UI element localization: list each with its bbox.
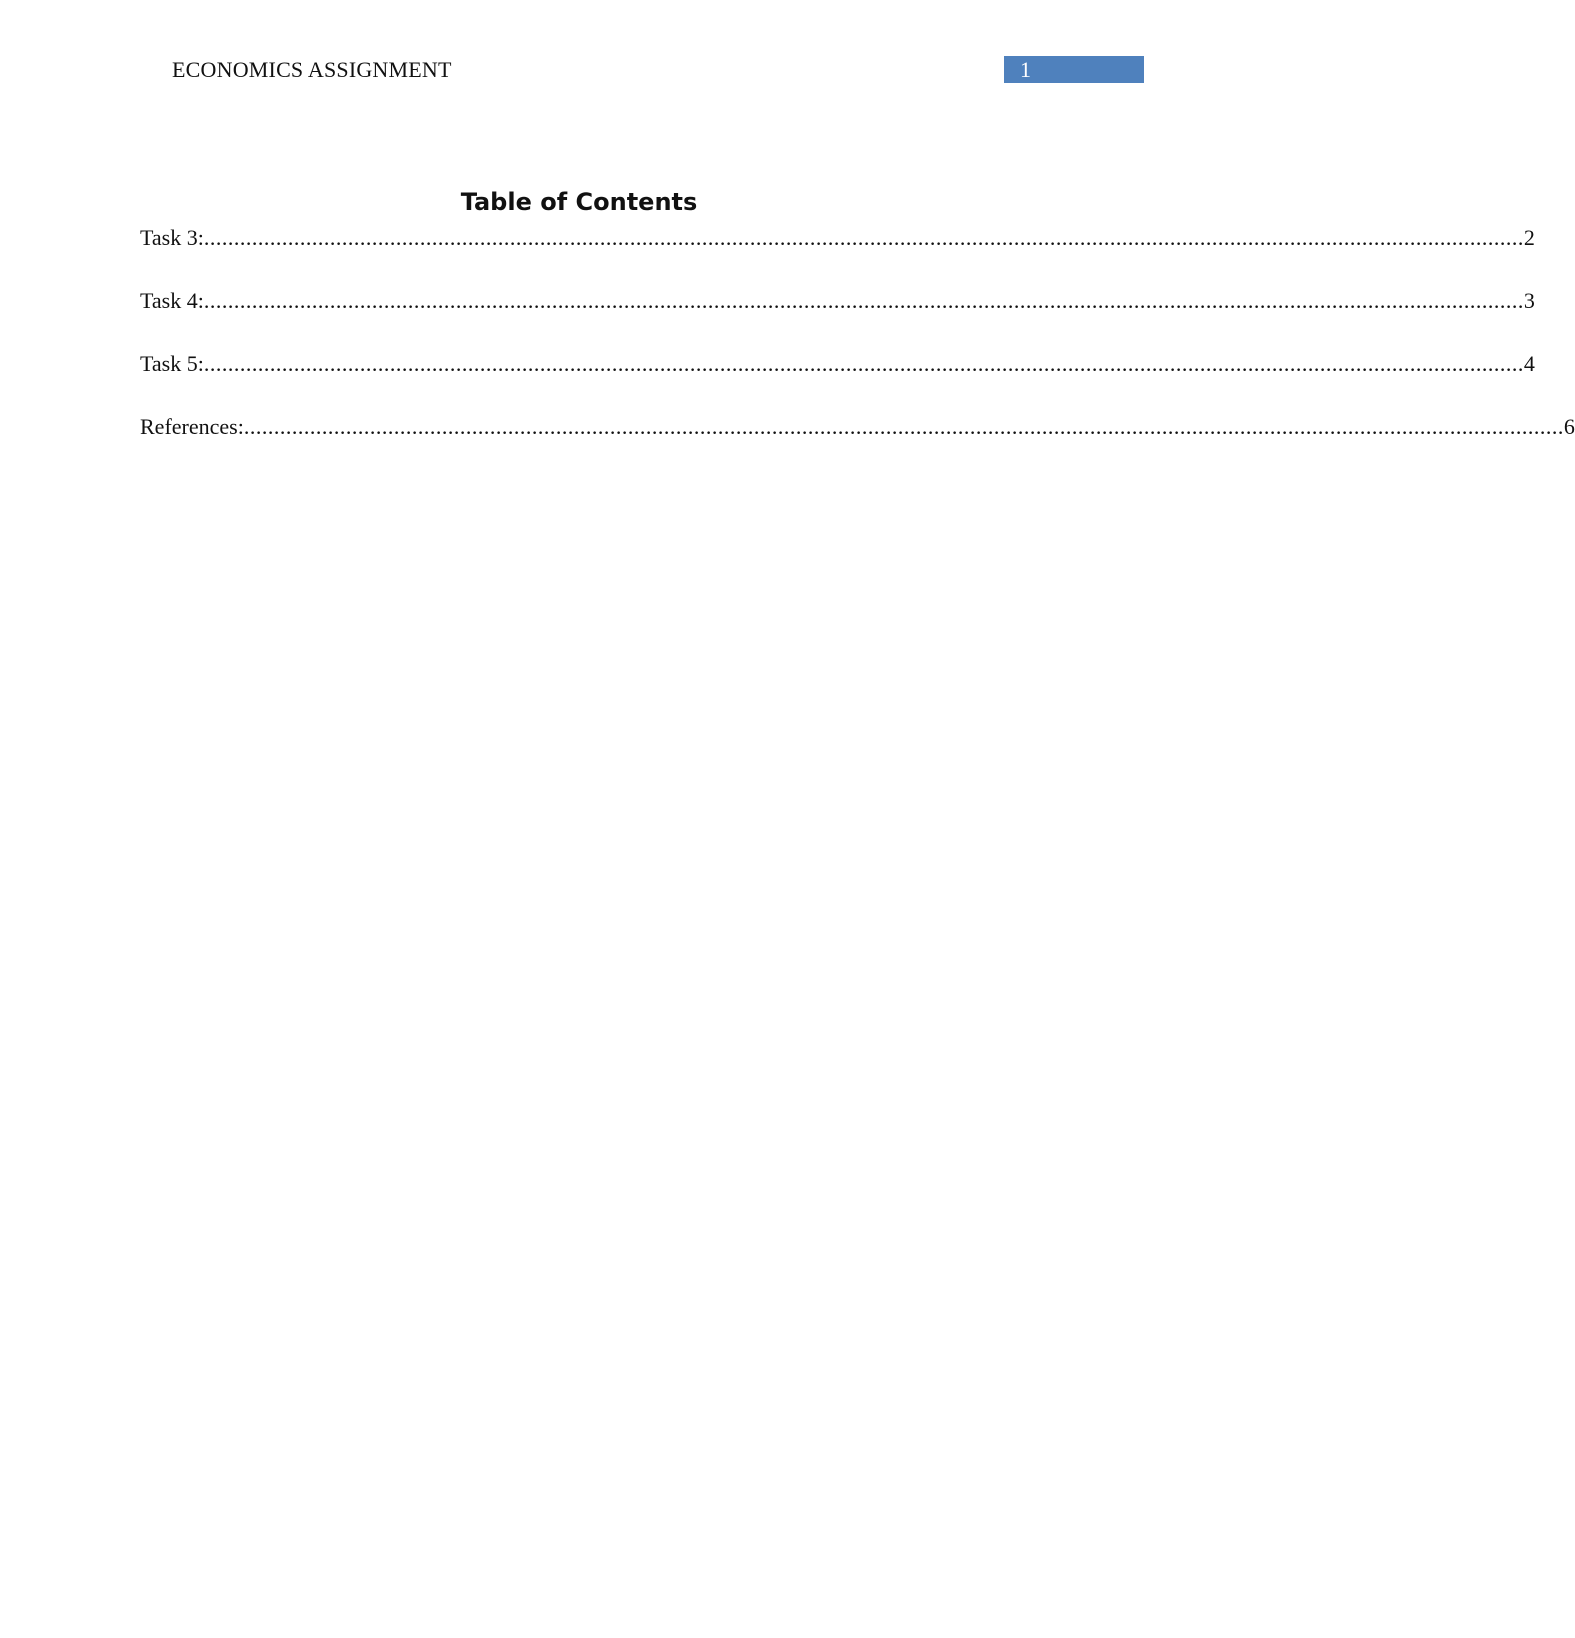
toc-dot-leader: ............................................................................................................................................................................................................................ [243,414,1564,439]
page-number-box [1004,56,1144,83]
toc-entry-label: Task 5: [140,351,204,376]
toc-entry-task-4[interactable] [140,287,1535,315]
toc-heading: Table of Contents [460,188,698,216]
toc-entry-page: 6 [1563,414,1575,439]
toc-entry-task-5[interactable] [140,350,1535,378]
toc-entry-task-3[interactable] [140,224,1535,252]
toc-entry-label: References: [140,414,244,439]
toc-list [140,224,1575,476]
toc-dot-leader: ............................................................................................................................................................................................................................ [203,225,1524,250]
page-number: 1 [1020,57,1031,82]
toc-entry-label: Task 3: [140,225,204,250]
toc-entry-page: 2 [1523,225,1535,250]
toc-dot-leader: ............................................................................................................................................................................................................................ [203,288,1524,313]
header-title: ECONOMICS ASSIGNMENT [172,57,452,82]
toc-entry-page: 3 [1523,288,1535,313]
toc-dot-leader: ............................................................................................................................................................................................................................ [203,351,1524,376]
toc-entry-page: 4 [1523,351,1535,376]
toc-entry-label: Task 4: [140,288,204,313]
toc-entry-references[interactable] [140,413,1575,441]
